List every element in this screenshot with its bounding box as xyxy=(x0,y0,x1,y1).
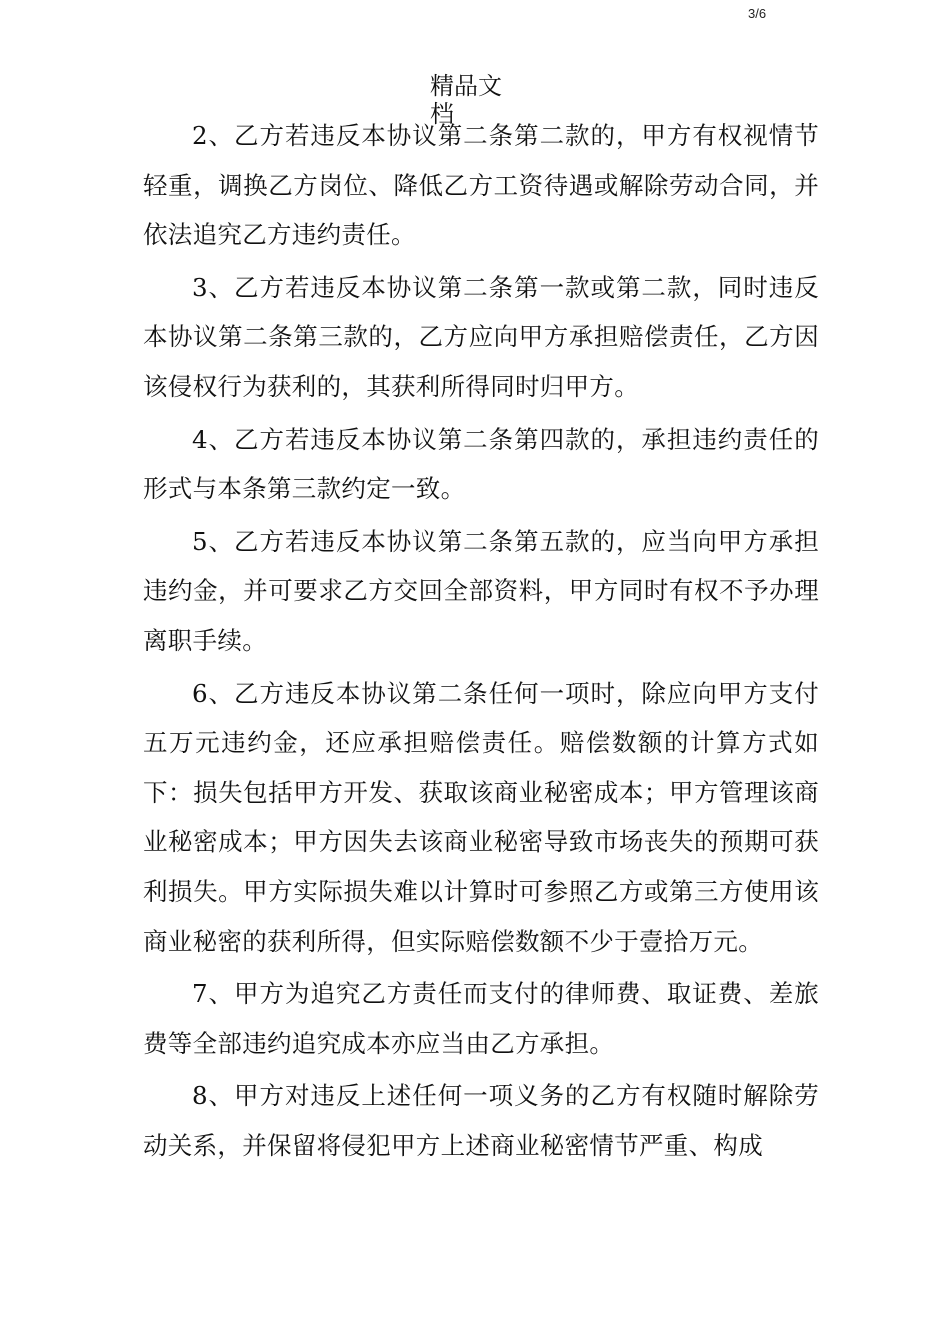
watermark-text: 精品文档 xyxy=(430,72,502,128)
paragraph-clause-3: 3、乙方若违反本协议第二条第一款或第二款，同时违反本协议第二条第三款的，乙方应向甲方承担赔偿责任，乙方因该侵权行为获利的，其获利所得同时归甲方。 xyxy=(143,272,819,401)
paragraph-clause-7: 7、甲方为追究乙方责任而支付的律师费、取证费、差旅费等全部违约追究成本亦应当由乙方承担。 xyxy=(143,979,819,1058)
paragraph-clause-2: 2、乙方若违反本协议第二条第二款的，甲方有权视情节轻重，调换乙方岗位、降低乙方工资待遇或解除劳动合同，并依法追究乙方违约责任。 xyxy=(143,121,819,250)
paragraph-clause-4: 4、乙方若违反本协议第二条第四款的，承担违约责任的形式与本条第三款约定一致。 xyxy=(143,424,819,504)
paragraph-clause-5: 5、乙方若违反本协议第二条第五款的，应当向甲方承担违约金，并可要求乙方交回全部资料，甲方同时有权不予办理离职手续。 xyxy=(143,526,819,655)
paragraph-clause-6: 6、乙方违反本协议第二条任何一项时，除应向甲方支付五万元违约金，还应承担赔偿责任。赔偿数额的计算方式如下：损失包括甲方开发、获取该商业秘密成本；甲方管理该商业秘密成本；甲方因失去该商业秘密导致市场丧失的预期可获利损失。甲方实际损失难以计算时可参照乙方或第三方使用该商业秘密的获利所得，但实际赔偿数额不少于壹拾万元。 xyxy=(143,678,819,956)
paragraph-clause-8: 8、甲方对违反上述任何一项义务的乙方有权随时解除劳动关系，并保留将侵犯甲方上述商业秘密情节严重、构成 xyxy=(143,1081,819,1160)
page-number: 3/6 xyxy=(748,6,767,21)
document-body xyxy=(143,111,819,1173)
